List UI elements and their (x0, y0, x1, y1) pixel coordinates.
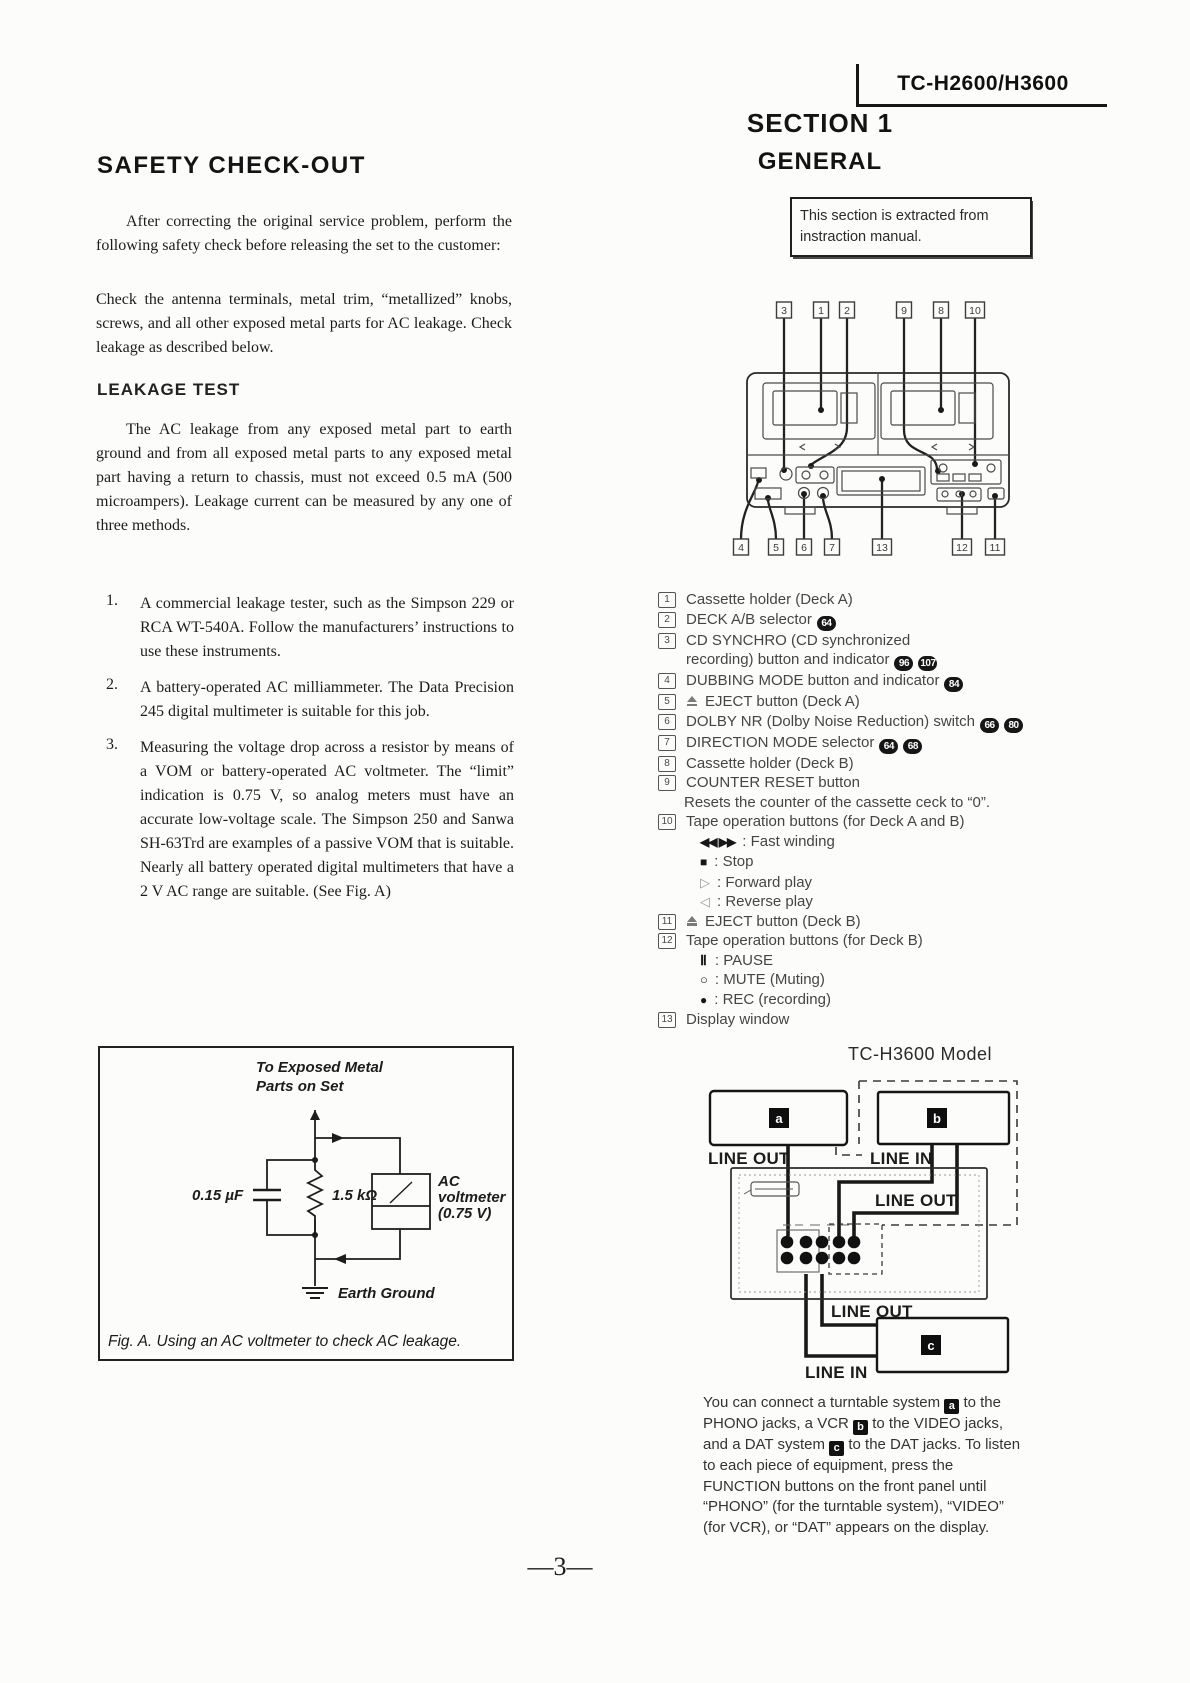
safety-checkout-title: SAFETY CHECK-OUT (97, 152, 366, 179)
tc-h3600-model-heading: TC-H3600 Model (848, 1044, 993, 1064)
part-item-10 (658, 812, 1110, 832)
block-a-chip: a (775, 1111, 783, 1126)
callout-8: 8 (938, 305, 944, 317)
part-number: 6 (658, 714, 676, 730)
part-item-9 (658, 773, 1110, 793)
leakage-test-title: LEAKAGE TEST (97, 380, 241, 399)
sub-label: : PAUSE (714, 951, 773, 969)
fig-a-caption: Fig. A. Using an AC voltmeter to check AC leakage. (108, 1333, 462, 1350)
chip-c: c (829, 1441, 844, 1456)
connection-description (703, 1393, 1021, 1538)
outro-text: to the DAT jacks. To listen to each piece of equipment, press the FUNCTION buttons on the front panel until “PHONO” (for the turntable system), “VIDEO” (for VCR), or “DAT” appears on the display. (703, 1436, 1021, 1536)
part-number: 12 (658, 933, 676, 949)
callout-5: 5 (773, 542, 779, 554)
fig-a-box (98, 1046, 514, 1361)
part-number: 1 (658, 592, 676, 608)
chip-b: b (853, 1420, 868, 1435)
line-out-a-label: LINE OUT (708, 1149, 790, 1168)
model-tag-text: TC-H2600/H3600 (897, 72, 1069, 95)
fast-winding-icon: ◀◀ ▶▶ (700, 834, 736, 849)
callout-10: 10 (969, 305, 981, 317)
callout-7: 7 (829, 542, 835, 554)
part-item-12 (658, 931, 1110, 951)
parts-list (658, 590, 1110, 1030)
stop-icon: ■ (700, 855, 708, 869)
resistor-value: 1.5 kΩ (332, 1187, 378, 1204)
part-number: 7 (658, 735, 676, 751)
fig-label-exposed-1: To Exposed Metal (256, 1059, 383, 1076)
section-number: SECTION 1 (746, 108, 894, 138)
sub-label: : Stop (714, 853, 754, 870)
sub-label: : Fast winding (742, 832, 835, 850)
voltmeter-label-1: AC (438, 1173, 460, 1190)
part-item-2 (658, 610, 1110, 631)
safety-paragraph-2: Check the antenna terminals, metal trim, “metallized” knobs, screws, and all other exposed metal parts for AC leakage. Check leakage as described below. (96, 291, 512, 356)
earth-ground-label: Earth Ground (338, 1285, 435, 1302)
page-number: —3— (527, 1552, 593, 1581)
part-label: DOLBY NR (Dolby Noise Reduction) switch (686, 712, 975, 730)
chip-a: a (944, 1399, 959, 1414)
part-number: 8 (658, 756, 676, 772)
part-label-line2: recording) button and indicator (686, 651, 890, 668)
part-number: 2 (658, 612, 676, 628)
part-item-5 (658, 692, 1110, 712)
list-item (100, 736, 514, 904)
part-label: COUNTER RESET button (686, 774, 860, 791)
list-item-number: 1. (106, 592, 118, 609)
part-label: CD SYNCHRO (CD synchronized (686, 631, 911, 649)
forward-play-icon: ▷ (700, 874, 710, 890)
voltmeter-label-2: voltmeter (438, 1189, 506, 1206)
line-in-c-label: LINE IN (805, 1363, 868, 1382)
capacitor-value: 0.15 µF (192, 1187, 244, 1204)
list-item-text: A battery-operated AC milliammeter. The Data Precision 245 digital multimeter is suitable for this job. (140, 679, 514, 720)
connection-diagram (655, 1078, 1120, 1390)
outro-text: to the PHONO jacks, a VCR (703, 1394, 1001, 1432)
ac-leakage-circuit-diagram (100, 1048, 508, 1316)
part-label: Tape operation buttons (for Deck A and B) (686, 813, 965, 830)
outro-text: to the VIDEO jacks, and a DAT system (703, 1415, 1004, 1453)
part-label: EJECT button (Deck A) (705, 693, 860, 710)
callout-9: 9 (901, 305, 907, 317)
sub-label: : REC (recording) (714, 990, 831, 1008)
sub-label: : MUTE (Muting) (714, 971, 825, 988)
part-number: 5 (658, 694, 676, 710)
part-item-6 (658, 712, 1110, 733)
list-item-text: A commercial leakage tester, such as the Simpson 229 or RCA WT-540A. Follow the manufacturers’ instructions to use these instruments. (140, 595, 514, 660)
part-number: 13 (658, 1012, 676, 1028)
part-label: DUBBING MODE button and indicator (686, 672, 940, 689)
callout-1: 1 (818, 305, 824, 317)
rec-icon: ● (700, 992, 708, 1007)
part-item-7 (658, 733, 1110, 754)
callout-2: 2 (844, 305, 850, 317)
leakage-method-list (100, 592, 514, 916)
part-label: DECK A/B selector (686, 610, 812, 628)
part-item-11 (658, 912, 1110, 932)
line-out-c-label: LINE OUT (831, 1302, 913, 1321)
block-b-chip: b (933, 1111, 941, 1126)
section-heading (655, 108, 985, 176)
part-label: Tape operation buttons (for Deck B) (686, 932, 923, 949)
part-label: DIRECTION MODE selector (686, 733, 875, 751)
extract-note-box: This section is extracted from instraction manual. (790, 197, 1032, 257)
part-label: Display window (686, 1011, 790, 1028)
section-title: GENERAL (757, 148, 883, 175)
callout-12: 12 (956, 542, 968, 554)
counter-reset-note: Resets the counter of the cassette ceck to “0”. (684, 793, 990, 811)
part-label: Cassette holder (Deck A) (686, 591, 853, 608)
list-item (100, 592, 514, 664)
list-item-number: 2. (106, 676, 118, 693)
part-label: EJECT button (Deck B) (705, 912, 861, 930)
part-item-4 (658, 671, 1110, 692)
callout-6: 6 (801, 542, 807, 554)
part-number: 9 (658, 775, 676, 791)
mute-icon: ○ (700, 972, 708, 987)
pause-icon: Ⅱ (700, 951, 708, 968)
page-ref-badge: 66 (980, 718, 999, 733)
voltmeter-label-3: (0.75 V) (438, 1205, 492, 1222)
leakage-intro: The AC leakage from any exposed metal part to earth ground and from all exposed metal parts to any exposed metal part having a return to chassis, must not exceed 0.5 mA (500 microampers). Leakage current can be measured by any one of three methods. (96, 421, 512, 534)
model-tag (856, 64, 1107, 107)
page-ref-badge: 84 (944, 677, 963, 692)
fig-label-exposed-2: Parts on Set (256, 1078, 344, 1095)
part-item-13 (658, 1010, 1110, 1030)
deck-front-panel-diagram (685, 282, 1015, 578)
part-item-8 (658, 754, 1110, 774)
part-item-1 (658, 590, 1110, 610)
page-ref-badge: 68 (903, 739, 922, 754)
line-out-deck-label: LINE OUT (875, 1191, 957, 1210)
callout-3: 3 (781, 305, 787, 317)
part-number: 10 (658, 814, 676, 830)
outro-text: You can connect a turntable system (703, 1394, 941, 1411)
reverse-play-icon: ◁ (700, 894, 710, 909)
safety-paragraph-1: After correcting the original service problem, perform the following safety check before releasing the set to the customer: (96, 213, 512, 254)
page-ref-badge: 107 (920, 658, 936, 669)
page-ref-badge: 64 (817, 616, 836, 631)
eject-icon (686, 696, 698, 707)
part-item-3 (658, 631, 1110, 672)
callout-11: 11 (989, 542, 1001, 554)
page-ref-badge: 96 (894, 656, 913, 671)
callout-4: 4 (738, 542, 744, 554)
sub-label: : Forward play (717, 873, 813, 891)
page-ref-badge: 80 (1004, 718, 1023, 733)
callout-13: 13 (876, 542, 888, 554)
line-in-b-label: LINE IN (870, 1149, 933, 1168)
eject-icon (686, 916, 698, 927)
list-item-number: 3. (106, 736, 118, 753)
list-item (100, 676, 514, 724)
page-ref-badge: 64 (879, 739, 898, 754)
part-number: 11 (658, 914, 676, 930)
part-number: 3 (658, 633, 676, 649)
part-number: 4 (658, 673, 676, 689)
block-c-chip: c (927, 1338, 935, 1353)
part-label: Cassette holder (Deck B) (686, 754, 854, 772)
sub-label: : Reverse play (717, 893, 813, 910)
list-item-text: Measuring the voltage drop across a resistor by means of a VOM or battery-operated AC voltmeter. The “limit” indication is 0.75 V, so analog meters must have an accurate low-voltage scale. The Simpson 250 and Sanwa SH-63Trd are examples of a passive VOM that is suitable. Nearly all battery operated digital multimeters that have a 2 V AC range are suitable. (See Fig. A) (140, 739, 514, 900)
